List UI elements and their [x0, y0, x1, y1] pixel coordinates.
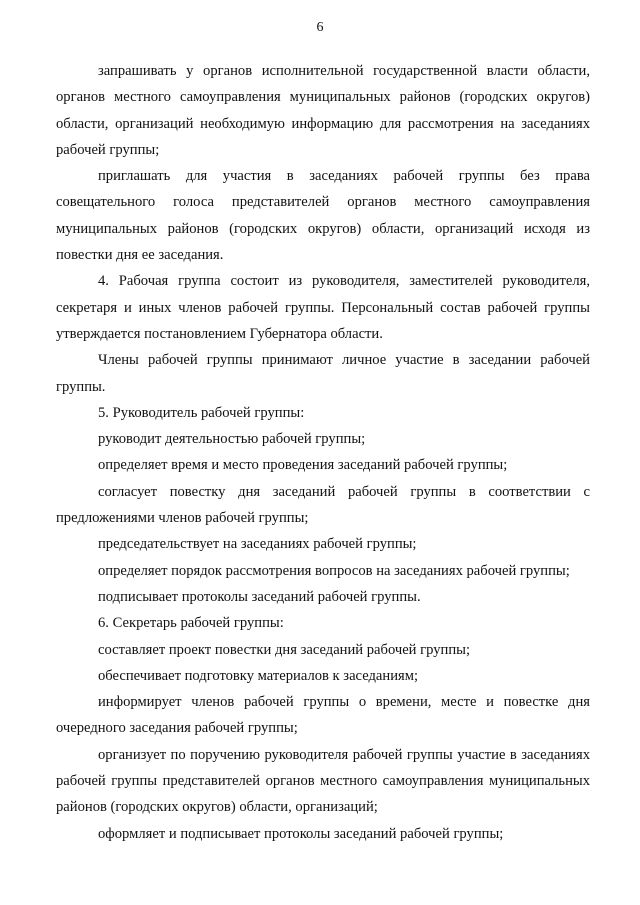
document-body: [56, 58, 590, 847]
list-item: подписывает протоколы заседаний рабочей группы.: [98, 588, 421, 605]
list-item: информирует членов рабочей группы о времени, месте и повестке дня очередного заседания рабочей группы;: [56, 694, 590, 737]
paragraph: запрашивать у органов исполнительной государственной власти области, органов местного самоуправления муниципальных районов (городских округов) области, организаций необходимую информацию для рассмотрения на заседаниях рабочей группы;: [56, 63, 590, 158]
section-heading: 6. Секретарь рабочей группы:: [98, 615, 284, 632]
page-number: 6: [316, 20, 324, 35]
section-heading: 5. Руководитель рабочей группы:: [98, 404, 305, 421]
list-item: определяет порядок рассмотрения вопросов на заседаниях рабочей группы;: [98, 562, 570, 579]
paragraph: 4. Рабочая группа состоит из руководителя, заместителей руководителя, секретаря и иных членов рабочей группы. Персональный состав рабочей группы утверждается постановлением Губернатора области.: [56, 273, 590, 342]
paragraph: Члены рабочей группы принимают личное участие в заседании рабочей группы.: [56, 352, 590, 395]
list-item: определяет время и место проведения заседаний рабочей группы;: [98, 457, 508, 474]
list-item: организует по поручению руководителя рабочей группы участие в заседаниях рабочей группы представителей органов местного самоуправления муниципальных районов (городских округов) области, организаций;: [56, 746, 590, 816]
list-item: обеспечивает подготовку материалов к заседаниям;: [98, 667, 419, 684]
list-item: согласует повестку дня заседаний рабочей группы в соответствии с предложениями членов рабочей группы;: [56, 483, 590, 527]
paragraph: приглашать для участия в заседаниях рабочей группы без права совещательного голоса представителей органов местного самоуправления муниципальных районов (городских округов) области, организаций исходя из повестки дня ее заседания.: [56, 168, 590, 264]
list-item: оформляет и подписывает протоколы заседаний рабочей группы;: [98, 825, 504, 842]
list-item: председательствует на заседаниях рабочей группы;: [98, 536, 417, 553]
list-item: руководит деятельностью рабочей группы;: [98, 431, 366, 448]
list-item: составляет проект повестки дня заседаний рабочей группы;: [98, 641, 471, 658]
